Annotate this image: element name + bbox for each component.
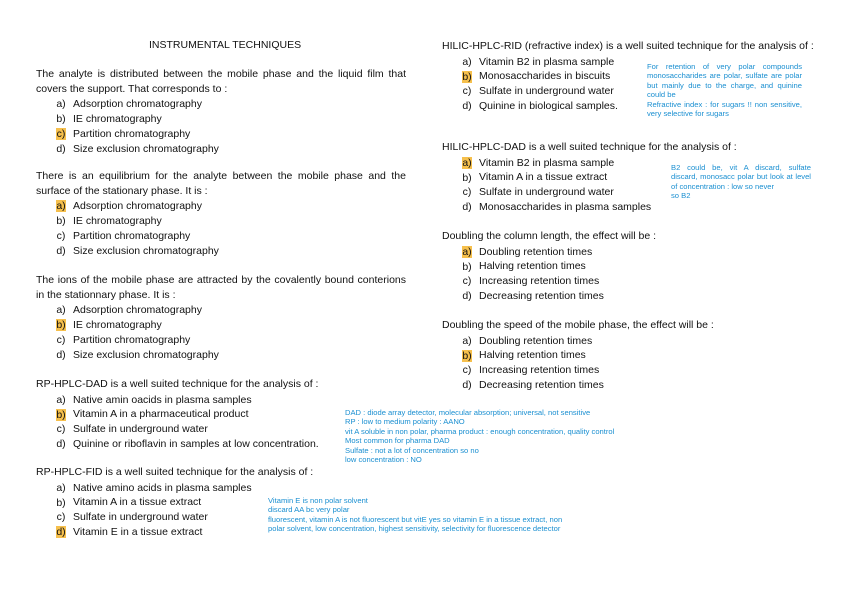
- option-text: Size exclusion chromatography: [73, 348, 219, 361]
- annotation-note-hilic-dad: [671, 163, 811, 201]
- option-letter: a): [462, 334, 472, 347]
- question-stem: There is an equilibrium for the analyte between the mobile phase and the surface of the stationary phase. It is :: [36, 170, 406, 197]
- option-b: [462, 259, 814, 274]
- option-letter-highlighted: a): [462, 156, 472, 169]
- option-letter: d): [56, 438, 66, 451]
- option-letter-highlighted: b): [56, 408, 66, 421]
- option-text: Adsorption chromatography: [73, 200, 202, 213]
- question-stem: RP-HPLC-FID is a well suited technique for the analysis of :: [36, 466, 314, 478]
- question-stem: Doubling the speed of the mobile phase, the effect will be :: [442, 319, 714, 331]
- question-1: [36, 67, 406, 156]
- note-line: Vitamin E is non polar solvent: [268, 496, 368, 505]
- question-stem: RP-HPLC-DAD is a well suited technique for the analysis of :: [36, 378, 319, 390]
- option-letter-highlighted: b): [56, 319, 66, 332]
- option-letter-highlighted: a): [462, 245, 472, 258]
- option-b: [462, 348, 814, 363]
- option-letter: c): [462, 85, 472, 98]
- option-text: Vitamin B2 in plasma sample: [479, 156, 615, 169]
- note-line: Sulfate : not a lot of concentration so no: [345, 445, 479, 455]
- option-text: Vitamin A in a tissue extract: [479, 171, 608, 184]
- option-text: Vitamin E in a tissue extract: [73, 526, 203, 539]
- option-list: [56, 199, 406, 258]
- option-text: Monosaccharides in biscuits: [479, 70, 611, 83]
- option-letter: d): [462, 100, 472, 113]
- option-text: Partition chromatography: [73, 127, 191, 140]
- option-letter: c): [56, 423, 66, 436]
- note-line: Refractive index : for sugars !! non sensitive, very selective for sugars: [647, 99, 802, 119]
- note-line: vit A soluble in non polar, pharma product : enough concentration, quality control: [345, 426, 615, 436]
- option-d: [56, 347, 406, 362]
- question-3: [36, 273, 406, 362]
- option-letter: c): [462, 275, 472, 288]
- option-letter: a): [56, 98, 66, 111]
- option-text: Sulfate in underground water: [479, 186, 614, 199]
- option-text: IE chromatography: [73, 112, 162, 125]
- option-a: [56, 303, 406, 318]
- option-letter: a): [56, 481, 66, 494]
- option-letter: d): [462, 290, 472, 303]
- note-line: so B2: [671, 191, 691, 201]
- option-text: Partition chromatography: [73, 333, 191, 346]
- option-c: [56, 333, 406, 348]
- option-text: Doubling retention times: [479, 334, 593, 347]
- option-c: [462, 363, 814, 378]
- option-list: [56, 97, 406, 156]
- option-c: [56, 127, 406, 142]
- option-letter: c): [56, 229, 66, 242]
- option-b: [56, 318, 406, 333]
- option-letter: d): [56, 244, 66, 257]
- option-d: [462, 289, 814, 304]
- question-stem: HILIC-HPLC-DAD is a well suited technique for the analysis of :: [442, 141, 737, 153]
- option-text: Monosaccharides in plasma samples: [479, 201, 652, 214]
- option-text: Increasing retention times: [479, 275, 600, 288]
- question-stem: The analyte is distributed between the mobile phase and the liquid film that covers the support. That corresponds to :: [36, 68, 406, 95]
- option-letter: d): [56, 142, 66, 155]
- option-text: IE chromatography: [73, 318, 162, 331]
- annotation-note-fid: [268, 496, 564, 534]
- option-letter: b): [462, 171, 472, 184]
- option-text: Native amin oacids in plasma samples: [73, 393, 252, 406]
- option-letter: c): [56, 511, 66, 524]
- option-a: [462, 245, 814, 260]
- option-text: Partition chromatography: [73, 229, 191, 242]
- option-a: [56, 199, 406, 214]
- question-stem: HILIC-HPLC-RID (refractive index) is a well suited technique for the analysis of :: [442, 40, 814, 52]
- annotation-note-rid: [647, 62, 802, 118]
- annotation-note-rp-dad: [345, 408, 680, 464]
- option-letter-highlighted: d): [56, 526, 66, 539]
- option-text: Doubling retention times: [479, 245, 593, 258]
- option-text: Quinine in biological samples.: [479, 100, 618, 113]
- option-text: Vitamin B2 in plasma sample: [479, 55, 615, 68]
- note-line: fluorescent, vitamin A is not fluorescent but vitE yes so vitamin E in a tissue extract, non polar solvent, low concentration, highest sensitivity, selectivity for fluorescence detector: [268, 514, 563, 534]
- option-a: [56, 97, 406, 112]
- option-text: Quinine or riboflavin in samples at low concentration.: [73, 438, 319, 451]
- option-letter: a): [56, 393, 66, 406]
- option-letter: b): [56, 113, 66, 126]
- note-line: RP : low to medium polarity : AANO: [345, 417, 465, 427]
- question-stem: Doubling the column length, the effect will be :: [442, 230, 657, 242]
- note-line: For retention of very polar compounds monosaccharides are polar, sulfate are polar but mainly due to the charge, and quinine could be: [647, 62, 802, 100]
- option-letter-highlighted: b): [462, 70, 472, 83]
- note-line: Most common for pharma DAD: [345, 436, 450, 446]
- option-list: [462, 245, 814, 304]
- option-letter: d): [462, 379, 472, 392]
- option-text: Size exclusion chromatography: [73, 142, 219, 155]
- option-text: Adsorption chromatography: [73, 98, 202, 111]
- option-letter-highlighted: b): [462, 349, 472, 362]
- option-a: [56, 481, 406, 496]
- option-letter: a): [462, 55, 472, 68]
- option-letter: d): [56, 348, 66, 361]
- option-c: [462, 274, 814, 289]
- option-text: IE chromatography: [73, 214, 162, 227]
- question-9: [442, 318, 814, 393]
- option-letter: c): [462, 364, 472, 377]
- option-d: [462, 200, 814, 215]
- option-text: Sulfate in underground water: [73, 423, 208, 436]
- option-letter: a): [56, 304, 66, 317]
- option-text: Sulfate in underground water: [73, 511, 208, 524]
- option-d: [56, 141, 406, 156]
- option-letter: d): [462, 201, 472, 214]
- option-letter: b): [462, 260, 472, 273]
- option-letter: b): [56, 496, 66, 509]
- option-text: Increasing retention times: [479, 364, 600, 377]
- option-c: [56, 229, 406, 244]
- option-b: [56, 214, 406, 229]
- option-d: [462, 378, 814, 393]
- option-text: Decreasing retention times: [479, 379, 604, 392]
- note-line: discard AA bc very polar: [268, 505, 350, 515]
- option-d: [56, 243, 406, 258]
- option-b: [56, 112, 406, 127]
- option-text: Halving retention times: [479, 260, 586, 273]
- note-line: DAD : diode array detector, molecular absorption; universal, not sensitive: [345, 408, 591, 417]
- option-a: [56, 393, 406, 408]
- option-text: Decreasing retention times: [479, 290, 604, 303]
- option-text: Halving retention times: [479, 349, 586, 362]
- option-text: Adsorption chromatography: [73, 304, 202, 317]
- option-a: [462, 334, 814, 349]
- question-stem: The ions of the mobile phase are attracted by the covalently bound conterions in the stationnary phase. It is :: [36, 274, 406, 301]
- option-text: Vitamin A in a pharmaceutical product: [73, 408, 249, 421]
- option-letter: b): [56, 215, 66, 228]
- option-letter-highlighted: a): [56, 200, 66, 213]
- option-list: [462, 334, 814, 393]
- question-2: [36, 169, 406, 258]
- page-title: INSTRUMENTAL TECHNIQUES: [149, 39, 302, 51]
- option-text: Size exclusion chromatography: [73, 244, 219, 257]
- note-line: low concentration : NO: [345, 455, 422, 465]
- option-text: Native amino acids in plasma samples: [73, 481, 252, 494]
- option-letter: c): [462, 186, 472, 199]
- option-text: Vitamin A in a tissue extract: [73, 496, 202, 509]
- option-list: [56, 303, 406, 362]
- option-letter-highlighted: c): [56, 127, 66, 140]
- question-8: [442, 229, 814, 304]
- option-text: Sulfate in underground water: [479, 85, 614, 98]
- note-line: B2 could be, vit A discard, sulfate discard, monosacc polar but look at level of concentration : low so never: [671, 163, 811, 191]
- option-letter: c): [56, 333, 66, 346]
